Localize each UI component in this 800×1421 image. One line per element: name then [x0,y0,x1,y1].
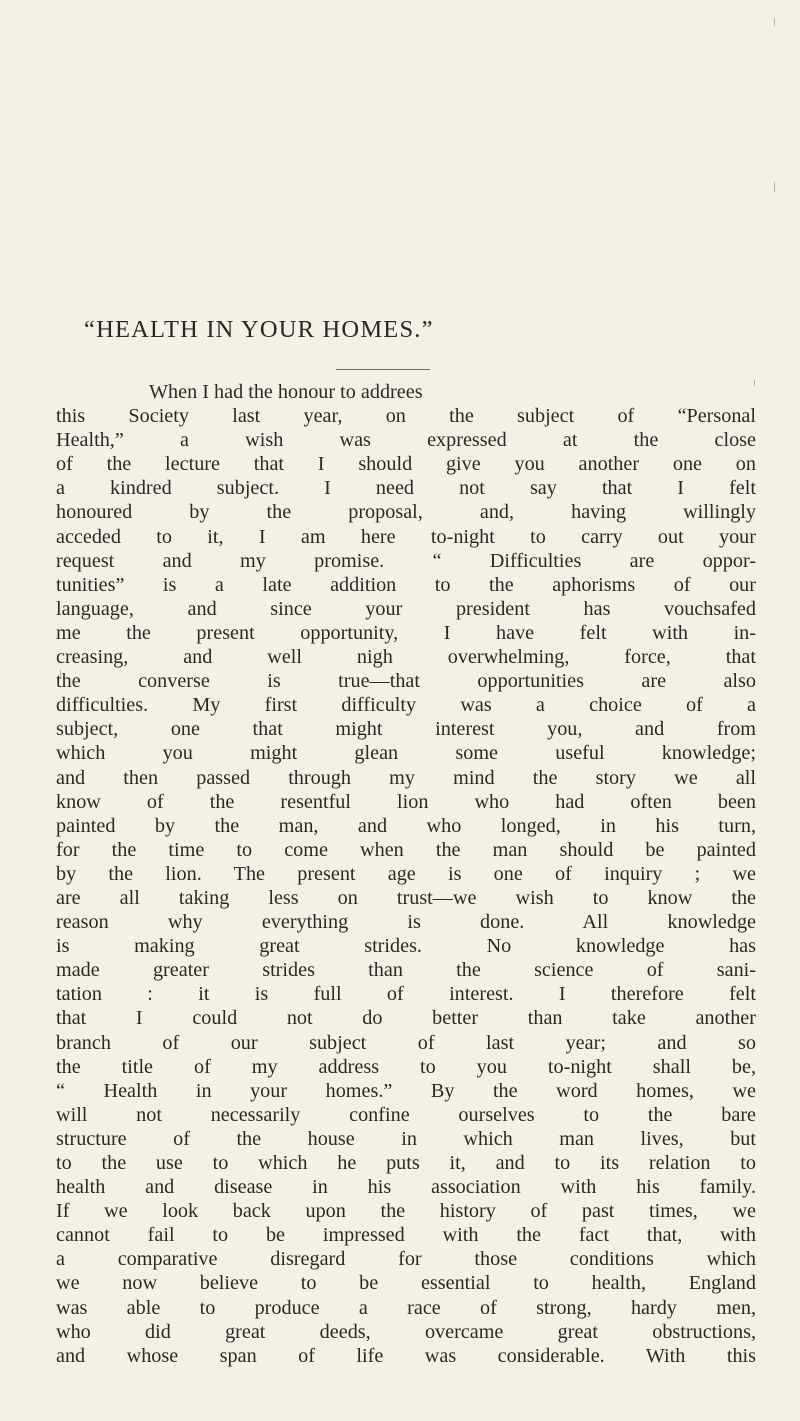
text-line: tunities” is a late addition to the aphorisms of our [56,573,756,596]
text-line: a kindred subject. I need not say that I felt [56,477,756,500]
text-line: to the use to which he puts it, and to its relation to [56,1152,756,1174]
text-line: painted by the man, and who longed, in his turn, [56,814,756,837]
text-line: who did great deeds, overcame great obstructions, [56,1320,756,1343]
text-line: and then passed through my mind the story we all [56,766,756,789]
text-line: If we look back upon the history of past times, we [56,1200,756,1223]
text-line: request and my promise. “ Difficulties are oppor- [56,549,756,572]
text-line: reason why everything is done. All knowledge [56,911,756,934]
text-line: made greater strides than the science of sani- [56,959,756,982]
text-line: cannot fail to be impressed with the fact that, with [56,1224,756,1247]
text-line: that I could not do better than take another [56,1007,756,1030]
text-line: language, and since your president has vouchsafed [56,597,756,620]
text-line: are all taking less on trust—we wish to know the [56,886,756,909]
text-line: When I had the honour to addrees [149,381,423,403]
text-line: was able to produce a race of strong, hardy men, [56,1296,756,1319]
text-line: which you might glean some useful knowledge; [56,742,756,765]
text-line: is making great strides. No knowledge has [56,935,756,958]
text-line: we now believe to be essential to health, England [56,1272,756,1295]
text-line: by the lion. The present age is one of inquiry ; we [56,862,756,885]
text-line: will not necessarily confine ourselves to the bare [56,1103,756,1126]
text-line: the title of my address to you to-night shall be, [56,1055,756,1078]
text-line: subject, one that might interest you, and from [56,718,756,741]
text-line: difficulties. My first difficulty was a choice of a [56,694,756,717]
text-line: this Society last year, on the subject of “Personal [56,405,756,428]
text-line: for the time to come when the man should be painted [56,838,756,861]
body-paragraph [56,380,756,1368]
text-line: me the present opportunity, I have felt with in- [56,621,756,644]
text-line: know of the resentful lion who had often been [56,790,756,813]
text-line: creasing, and well nigh overwhelming, force, that [56,646,756,669]
text-line: of the lecture that I should give you another one on [56,453,756,476]
text-line: structure of the house in which man lives, but [56,1127,756,1150]
text-line: the converse is true—that opportunities are also [56,670,756,693]
scan-mark [774,18,775,26]
text-line: honoured by the proposal, and, having willingly [56,501,756,524]
page-title: “HEALTH IN YOUR HOMES.” [84,316,434,343]
text-line: “ Health in your homes.” By the word homes, we [56,1079,756,1102]
text-line: health and disease in his association with his family. [56,1176,756,1199]
text-line: acceded to it, I am here to-night to carry out your [56,525,756,548]
scan-mark [774,182,775,192]
text-line: a comparative disregard for those conditions which [56,1248,756,1271]
text-line: and whose span of life was considerable. With this [56,1344,756,1367]
title-rule [336,369,430,370]
text-line: Health,” a wish was expressed at the close [56,429,756,452]
text-line: tation : it is full of interest. I therefore felt [56,983,756,1006]
text-line: branch of our subject of last year; and so [56,1031,756,1054]
